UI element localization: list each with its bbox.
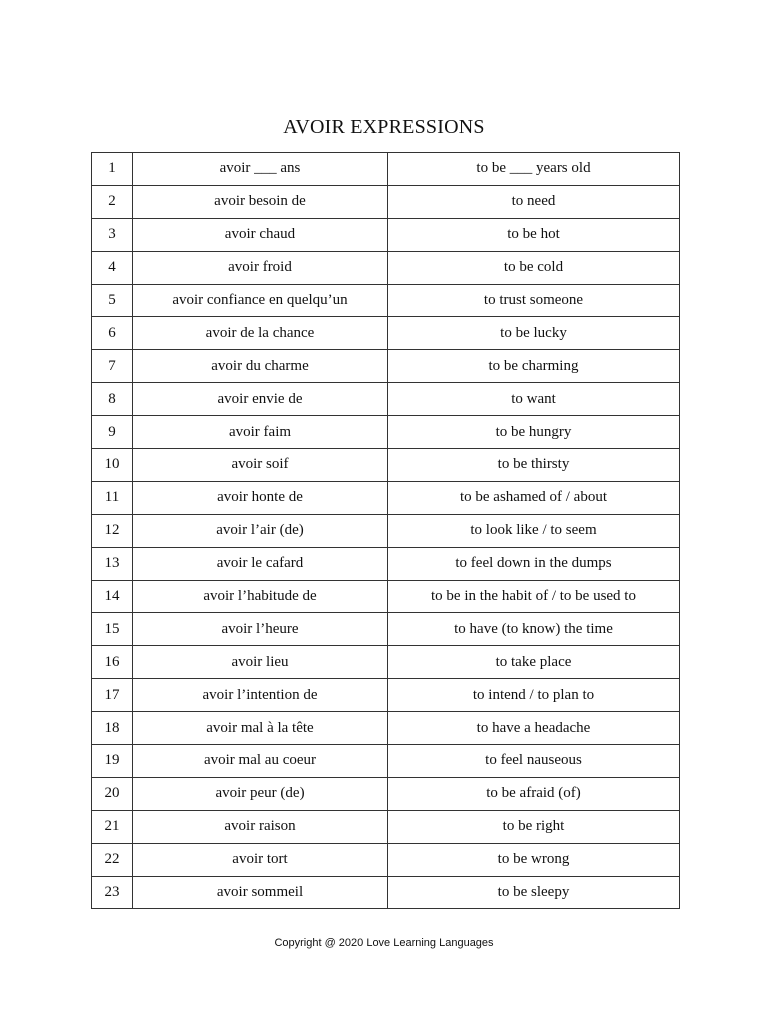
row-number: 7 xyxy=(92,350,133,383)
french-expression: avoir tort xyxy=(133,843,388,876)
french-expression: avoir raison xyxy=(133,810,388,843)
table-row xyxy=(92,416,680,449)
row-number: 9 xyxy=(92,416,133,449)
english-translation: to be ___ years old xyxy=(388,153,680,186)
table-row xyxy=(92,383,680,416)
french-expression: avoir froid xyxy=(133,251,388,284)
french-expression: avoir mal au coeur xyxy=(133,745,388,778)
french-expression: avoir mal à la tête xyxy=(133,712,388,745)
french-expression: avoir envie de xyxy=(133,383,388,416)
row-number: 5 xyxy=(92,284,133,317)
row-number: 10 xyxy=(92,449,133,482)
row-number: 4 xyxy=(92,251,133,284)
row-number: 15 xyxy=(92,613,133,646)
table-row xyxy=(92,481,680,514)
page-title: AVOIR EXPRESSIONS xyxy=(283,116,485,138)
english-translation: to be wrong xyxy=(388,843,680,876)
english-translation: to have a headache xyxy=(388,712,680,745)
row-number: 20 xyxy=(92,777,133,810)
row-number: 8 xyxy=(92,383,133,416)
row-number: 2 xyxy=(92,185,133,218)
french-expression: avoir faim xyxy=(133,416,388,449)
english-translation: to be cold xyxy=(388,251,680,284)
english-translation: to have (to know) the time xyxy=(388,613,680,646)
row-number: 1 xyxy=(92,153,133,186)
english-translation: to want xyxy=(388,383,680,416)
english-translation: to be afraid (of) xyxy=(388,777,680,810)
english-translation: to need xyxy=(388,185,680,218)
french-expression: avoir chaud xyxy=(133,218,388,251)
table-row xyxy=(92,350,680,383)
english-translation: to be hot xyxy=(388,218,680,251)
row-number: 22 xyxy=(92,843,133,876)
table-row xyxy=(92,745,680,778)
table-row xyxy=(92,679,680,712)
french-expression: avoir honte de xyxy=(133,481,388,514)
english-translation: to be right xyxy=(388,810,680,843)
table-row xyxy=(92,449,680,482)
row-number: 16 xyxy=(92,646,133,679)
row-number: 17 xyxy=(92,679,133,712)
row-number: 21 xyxy=(92,810,133,843)
table-row xyxy=(92,251,680,284)
english-translation: to be in the habit of / to be used to xyxy=(388,580,680,613)
row-number: 14 xyxy=(92,580,133,613)
french-expression: avoir l’habitude de xyxy=(133,580,388,613)
table-row xyxy=(92,153,680,186)
french-expression: avoir besoin de xyxy=(133,185,388,218)
row-number: 11 xyxy=(92,481,133,514)
row-number: 12 xyxy=(92,514,133,547)
table-row xyxy=(92,876,680,909)
copyright-footer: Copyright @ 2020 Love Learning Languages xyxy=(274,937,494,949)
english-translation: to be sleepy xyxy=(388,876,680,909)
table-row xyxy=(92,777,680,810)
table-row xyxy=(92,646,680,679)
row-number: 18 xyxy=(92,712,133,745)
row-number: 3 xyxy=(92,218,133,251)
table-row xyxy=(92,284,680,317)
expressions-table xyxy=(91,152,680,909)
english-translation: to take place xyxy=(388,646,680,679)
french-expression: avoir du charme xyxy=(133,350,388,383)
table-row xyxy=(92,218,680,251)
french-expression: avoir soif xyxy=(133,449,388,482)
french-expression: avoir l’heure xyxy=(133,613,388,646)
table-row xyxy=(92,810,680,843)
table-body xyxy=(92,153,680,909)
english-translation: to be charming xyxy=(388,350,680,383)
table-row xyxy=(92,547,680,580)
french-expression: avoir l’air (de) xyxy=(133,514,388,547)
french-expression: avoir sommeil xyxy=(133,876,388,909)
table-row xyxy=(92,613,680,646)
row-number: 6 xyxy=(92,317,133,350)
row-number: 23 xyxy=(92,876,133,909)
french-expression: avoir le cafard xyxy=(133,547,388,580)
table-row xyxy=(92,843,680,876)
french-expression: avoir lieu xyxy=(133,646,388,679)
row-number: 13 xyxy=(92,547,133,580)
english-translation: to intend / to plan to xyxy=(388,679,680,712)
table-row xyxy=(92,712,680,745)
french-expression: avoir ___ ans xyxy=(133,153,388,186)
english-translation: to be lucky xyxy=(388,317,680,350)
table-row xyxy=(92,317,680,350)
french-expression: avoir de la chance xyxy=(133,317,388,350)
french-expression: avoir peur (de) xyxy=(133,777,388,810)
english-translation: to be thirsty xyxy=(388,449,680,482)
french-expression: avoir confiance en quelqu’un xyxy=(133,284,388,317)
row-number: 19 xyxy=(92,745,133,778)
english-translation: to feel nauseous xyxy=(388,745,680,778)
table-row xyxy=(92,185,680,218)
english-translation: to be hungry xyxy=(388,416,680,449)
english-translation: to feel down in the dumps xyxy=(388,547,680,580)
english-translation: to trust someone xyxy=(388,284,680,317)
table-row xyxy=(92,580,680,613)
english-translation: to look like / to seem xyxy=(388,514,680,547)
table-row xyxy=(92,514,680,547)
french-expression: avoir l’intention de xyxy=(133,679,388,712)
english-translation: to be ashamed of / about xyxy=(388,481,680,514)
